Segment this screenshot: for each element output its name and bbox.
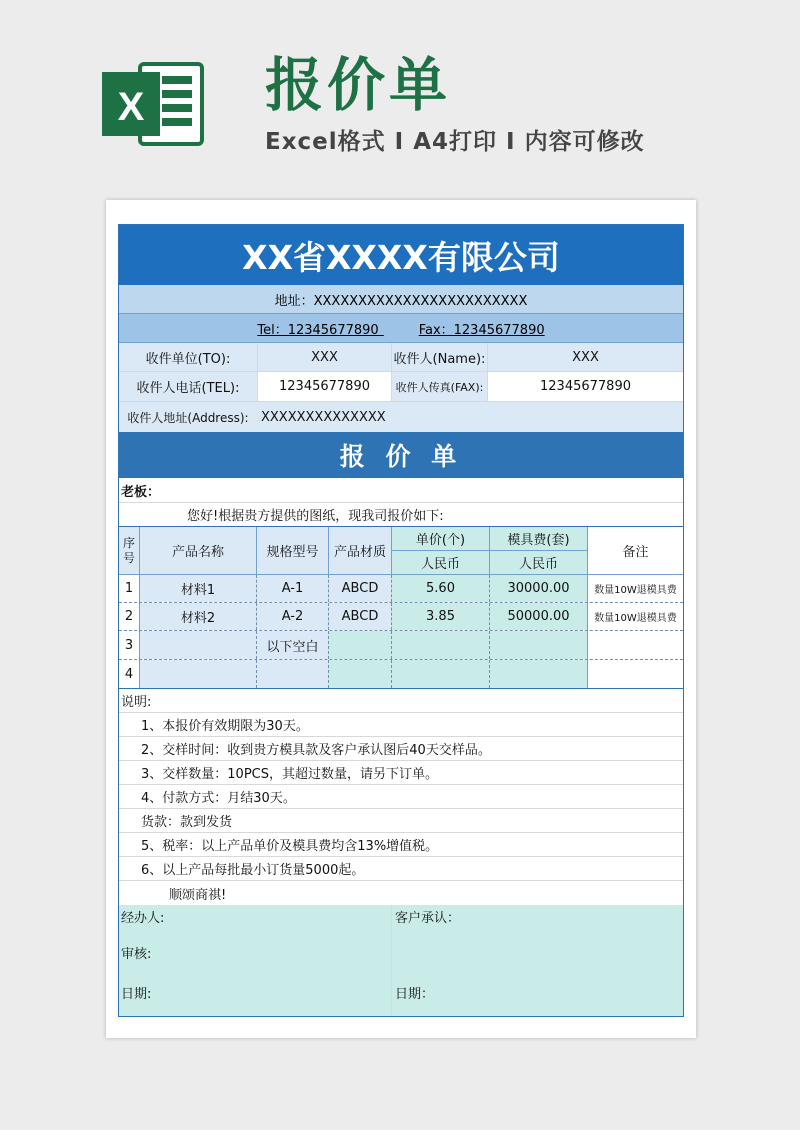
header-unit-price-main: 单价(个) — [392, 527, 489, 551]
excel-logo-icon — [100, 58, 206, 150]
closing-row — [119, 881, 683, 905]
cell-remark — [587, 660, 683, 688]
addr-label: 收件人地址(Address): — [119, 402, 257, 432]
quote-title-bar — [119, 432, 683, 478]
note-row — [119, 809, 683, 833]
note-row — [119, 785, 683, 809]
company-fax: Fax：12345677890 — [418, 322, 545, 338]
note-row — [119, 833, 683, 857]
greeting-to-row — [119, 478, 683, 503]
header-spec: 规格型号 — [256, 527, 328, 574]
fax-label: 收件人传真(FAX): — [391, 372, 487, 401]
name-value: XXX — [487, 343, 683, 371]
header-remark: 备注 — [587, 527, 683, 574]
cell-name — [139, 631, 256, 659]
to-label: 收件单位(TO): — [119, 343, 257, 371]
greeting-text: 您好!根据贵方提供的图纸，现我司报价如下: — [187, 509, 444, 524]
signature-area — [119, 905, 683, 1016]
cell-spec: 以下空白 — [256, 631, 328, 659]
greeting-to: 老板： — [121, 484, 161, 500]
address-row — [119, 285, 683, 314]
note-text: 货款：款到发货 — [141, 815, 233, 830]
company-tel: Tel：12345677890 — [257, 322, 379, 338]
info-row-to — [119, 343, 683, 372]
note-row — [119, 761, 683, 785]
cell-price — [391, 631, 489, 659]
company-name: XX省XXXX有限公司 — [242, 237, 560, 277]
handler-label: 经办人: — [121, 910, 165, 926]
cell-remark: 数量10W退模具费 — [587, 575, 683, 602]
note-text: 2、交样时间：收到贵方模具款及客户承认图后40天交样品。 — [141, 743, 491, 758]
notes-title-row — [119, 689, 683, 713]
table-row — [119, 660, 683, 689]
header-unit-price — [391, 527, 489, 574]
header-name: 产品名称 — [139, 527, 256, 574]
page-title: 报价单 — [265, 51, 452, 119]
date-left-label: 日期: — [121, 986, 152, 1002]
cell-price — [391, 660, 489, 688]
note-text: 4、付款方式：月结30天。 — [141, 791, 296, 806]
name-label: 收件人(Name): — [391, 343, 487, 371]
header-unit-price-sub: 人民币 — [420, 556, 460, 572]
cell-name: 材料2 — [139, 603, 256, 630]
cell-mold: 30000.00 — [489, 575, 587, 602]
info-row-tel — [119, 372, 683, 402]
contact-spacer — [379, 319, 419, 338]
cell-remark — [587, 631, 683, 659]
cell-mold — [489, 660, 587, 688]
note-row — [119, 857, 683, 881]
quotation-document — [118, 224, 684, 1017]
reviewer-label: 审核: — [121, 946, 152, 962]
table-header — [119, 527, 683, 575]
cell-remark: 数量10W退模具费 — [587, 603, 683, 630]
to-value: XXX — [257, 343, 391, 371]
cell-material: ABCD — [328, 575, 391, 602]
cell-price: 5.60 — [391, 575, 489, 602]
customer-label: 客户承认： — [395, 910, 461, 926]
cell-price: 3.85 — [391, 603, 489, 630]
greeting-row — [119, 503, 683, 527]
date-right-label: 日期： — [395, 986, 435, 1002]
tel-label: 收件人电话(TEL): — [119, 372, 257, 401]
cell-mold: 50000.00 — [489, 603, 587, 630]
logo-letter: X — [117, 85, 145, 129]
note-row — [119, 713, 683, 737]
cell-name — [139, 660, 256, 688]
note-text: 3、交样数量：10PCS，其超过数量，请另下订单。 — [141, 767, 438, 782]
note-text: 1、本报价有效期限为30天。 — [141, 719, 309, 734]
header-seq: 序号 — [119, 527, 139, 574]
header-mold-fee-sub: 人民币 — [518, 556, 558, 572]
table-row — [119, 575, 683, 603]
cell-spec — [256, 660, 328, 688]
closing-text: 顺颂商祺! — [169, 887, 227, 903]
cell-material — [328, 631, 391, 659]
note-row — [119, 737, 683, 761]
addr-value: XXXXXXXXXXXXXX — [257, 402, 683, 432]
contact-row — [119, 314, 683, 343]
cell-spec: A-2 — [256, 603, 328, 630]
fax-value: 12345677890 — [487, 372, 683, 401]
notes-title: 说明: — [121, 695, 152, 710]
cell-name: 材料1 — [139, 575, 256, 602]
cell-mold — [489, 631, 587, 659]
cell-seq: 3 — [119, 631, 139, 659]
cell-spec: A-1 — [256, 575, 328, 602]
note-text: 5、税率：以上产品单价及模具费均含13%增值税。 — [141, 839, 439, 854]
header-mold-fee-main: 模具费(套) — [490, 527, 587, 551]
table-row — [119, 603, 683, 631]
cell-seq: 1 — [119, 575, 139, 602]
quote-title: 报 价 单 — [339, 442, 463, 471]
header-mold-fee — [489, 527, 587, 574]
tel-value: 12345677890 — [257, 372, 391, 401]
cell-seq: 2 — [119, 603, 139, 630]
company-banner — [119, 225, 683, 285]
header-material: 产品材质 — [328, 527, 391, 574]
cell-material — [328, 660, 391, 688]
cell-material: ABCD — [328, 603, 391, 630]
page-subtitle: Excel格式 I A4打印 I 内容可修改 — [265, 129, 645, 155]
company-address: 地址：XXXXXXXXXXXXXXXXXXXXXXXX — [274, 293, 528, 309]
note-text: 6、以上产品每批最小订货量5000起。 — [141, 863, 365, 878]
table-row — [119, 631, 683, 660]
cell-seq: 4 — [119, 660, 139, 688]
info-row-address — [119, 402, 683, 432]
